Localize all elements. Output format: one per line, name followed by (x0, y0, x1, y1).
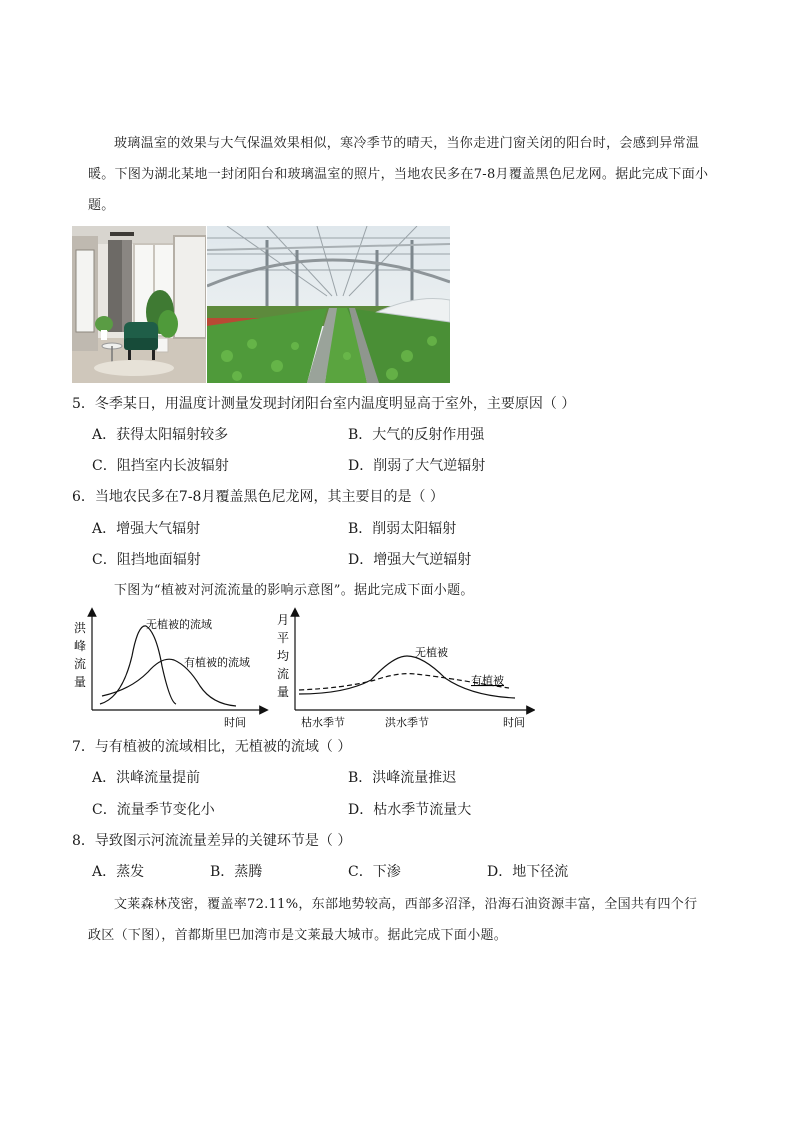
question-7-stem: 7．与有植被的流域相比，无植被的流域（ ） (72, 739, 352, 755)
left-xlabel: 时间 (224, 716, 246, 729)
question-8-option-b[interactable]: B．蒸腾 (210, 864, 263, 880)
question-5-stem: 5．冬季某日，用温度计测量发现封闭阳台室内温度明显高于室外，主要原因（ ） (72, 396, 576, 412)
tick-flood-season: 洪水季节 (385, 716, 429, 729)
intro1-line1: 玻璃温室的效果与大气保温效果相似，寒冷季节的晴天，当你走进门窗关闭的阳台时，会感到异常温 (114, 136, 700, 151)
question-6-option-d[interactable]: D．增强大气逆辐射 (348, 552, 472, 568)
intro3-line2: 政区（下图），首都斯里巴加湾市是文莱最大城市。据此完成下面小题。 (88, 928, 508, 943)
question-5-option-b[interactable]: B．大气的反射作用强 (348, 427, 485, 443)
question-6-option-b[interactable]: B．削弱太阳辐射 (348, 521, 457, 537)
right-ylabel-4: 流 (277, 667, 290, 681)
question-5-option-c[interactable]: C．阻挡室内长波辐射 (92, 458, 229, 474)
balcony-illustration (72, 226, 206, 383)
right-ylabel-1: 月 (277, 613, 290, 627)
left-ylabel-3: 流 (74, 657, 87, 671)
intro2-line: 下图为“植被对河流流量的影响示意图”。据此完成下面小题。 (114, 583, 474, 598)
question-7-option-d[interactable]: D．枯水季节流量大 (348, 802, 472, 818)
question-5-option-d[interactable]: D．削弱了大气逆辐射 (348, 458, 486, 474)
tick-dry-season: 枯水季节 (301, 716, 345, 729)
greenhouse-photo (207, 226, 450, 383)
left-ylabel-4: 量 (74, 675, 87, 689)
question-7-option-b[interactable]: B．洪峰流量推迟 (348, 770, 457, 786)
intro-paragraph-vegetation (114, 575, 754, 606)
right-ylabel-5: 量 (277, 685, 290, 699)
question-7-option-a[interactable]: A．洪峰流量提前 (92, 770, 201, 786)
right-ylabel-2: 平 (277, 631, 290, 645)
question-6-option-a[interactable]: A．增强大气辐射 (92, 521, 201, 537)
intro-paragraph-greenhouse (88, 128, 728, 159)
question-8-option-a[interactable]: A．蒸发 (92, 864, 145, 880)
question-5-option-a[interactable]: A．获得太阳辐射较多 (92, 427, 229, 443)
curve-no-vegetation (100, 626, 176, 704)
label-vegetation-basin: 有植被的流域 (184, 656, 250, 669)
label-no-vegetation: 无植被 (415, 646, 448, 659)
question-8-stem: 8．导致图示河流流量差异的关键环节是（ ） (72, 833, 352, 849)
intro3-line1: 文莱森林茂密，覆盖率72.11%，东部地势较高，西部多沼泽，沿海石油资源丰富，全国共有四个行 (114, 897, 698, 912)
intro1-continuation (88, 159, 728, 221)
question-8-option-c[interactable]: C．下渗 (348, 864, 401, 880)
right-ylabel-3: 均 (277, 649, 290, 663)
left-ylabel-2: 峰 (74, 639, 87, 653)
intro1-line2: 暖。下图为湖北某地一封闭阳台和玻璃温室的照片，当地农民多在7-8月覆盖黑色尼龙网。据此完成下面小 (88, 167, 709, 182)
greenhouse-illustration (207, 226, 450, 383)
intro1-line3: 题。 (88, 198, 115, 213)
figure-monthly-flow-diagram (275, 606, 535, 730)
right-xlabel: 时间 (503, 716, 525, 729)
question-6-option-c[interactable]: C．阻挡地面辐射 (92, 552, 201, 568)
label-with-vegetation: 有植被 (471, 674, 504, 687)
left-ylabel-1: 洪 (74, 621, 87, 635)
question-6-stem: 6．当地农民多在7-8月覆盖黑色尼龙网，其主要目的是（ ） (72, 489, 444, 505)
question-7-option-c[interactable]: C．流量季节变化小 (92, 802, 215, 818)
label-no-vegetation-basin: 无植被的流域 (146, 618, 212, 631)
question-8-option-d[interactable]: D．地下径流 (487, 864, 569, 880)
intro-paragraph-brunei (88, 889, 728, 951)
balcony-photo (72, 226, 206, 383)
figure-flood-peak-diagram (70, 606, 270, 730)
